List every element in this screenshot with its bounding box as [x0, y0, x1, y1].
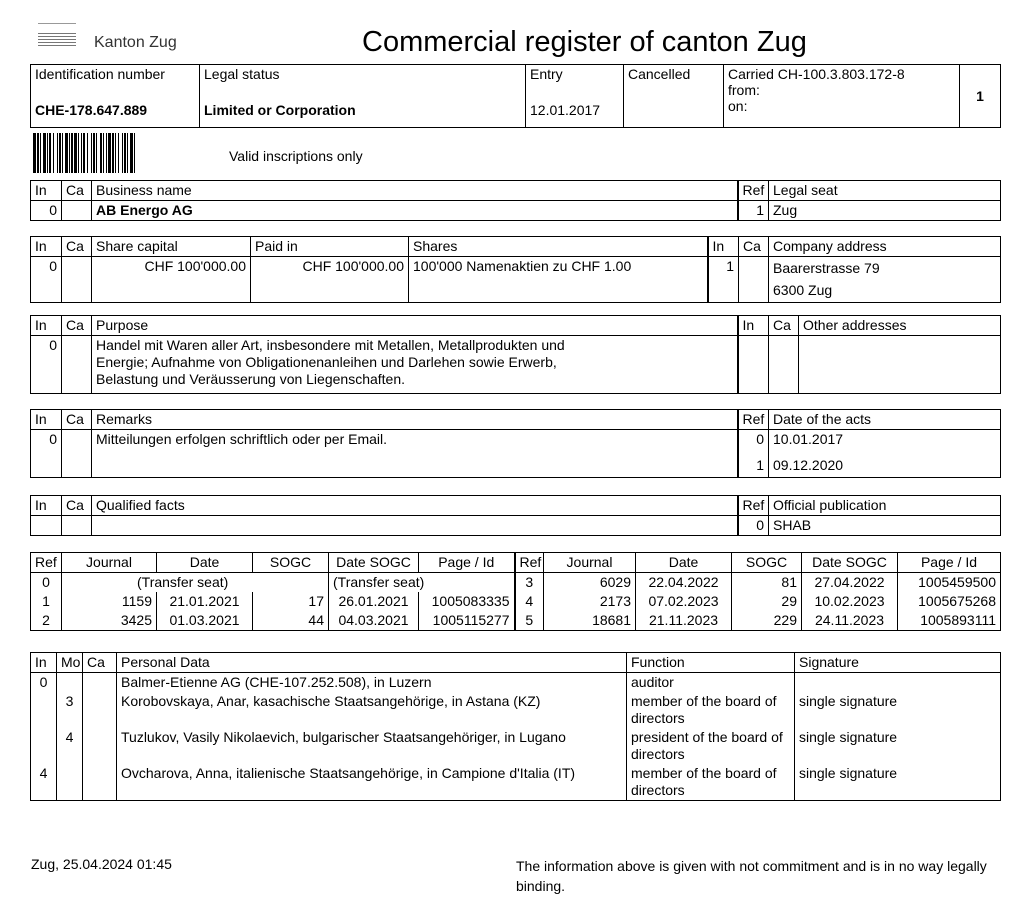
legal-status-value: Limited or Corporation [204, 102, 356, 118]
person-in [31, 728, 57, 764]
entry-label: Entry [530, 66, 563, 82]
col-header: Date [157, 553, 253, 573]
col-header: Official publication [769, 496, 1001, 516]
col-header: In [31, 181, 62, 201]
journal-date: 07.02.2023 [636, 592, 732, 611]
person-in [31, 692, 57, 728]
col-header: Signature [795, 653, 1001, 673]
col-header: SOGC [732, 553, 802, 573]
table-row [31, 573, 1001, 593]
journal-date-sogc: 27.04.2022 [802, 573, 898, 593]
person-function: president of the board of directors [627, 728, 795, 764]
journal-page: 1005115277 [419, 611, 515, 631]
col-header: Mo [57, 653, 83, 673]
barcode-icon [33, 133, 213, 173]
col-header: Journal [544, 553, 636, 573]
remarks-in: 0 [31, 430, 62, 478]
carried-from-label: from: [728, 82, 760, 98]
col-header: Share capital [92, 237, 251, 257]
person-signature: single signature [795, 728, 1001, 764]
address-in: 1 [708, 257, 739, 303]
journal-date-sogc: 10.02.2023 [802, 592, 898, 611]
journal-number: (Transfer seat) [62, 573, 329, 593]
col-header: Qualified facts [92, 496, 738, 516]
person-signature: single signature [795, 692, 1001, 728]
id-label: Identification number [35, 66, 165, 82]
journal-number: 6029 [544, 573, 636, 593]
carried-value: CH-100.3.803.172-8 [777, 66, 905, 82]
table-row [31, 728, 1001, 764]
person-data: Ovcharova, Anna, italienische Staatsangehörige, in Campione d'Italia (IT) [117, 764, 627, 801]
page-title: Commercial register of canton Zug [362, 26, 807, 58]
journal-sogc: 229 [732, 611, 802, 631]
col-header: Journal [62, 553, 157, 573]
person-mo: 3 [57, 692, 83, 728]
journal-number: 18681 [544, 611, 636, 631]
journal-ref: 1 [31, 592, 62, 611]
canton-logo-icon [38, 23, 76, 48]
person-signature: single signature [795, 764, 1001, 801]
act-date: 10.01.2017 [769, 430, 1001, 454]
col-header: SOGC [253, 553, 329, 573]
col-header: Business name [92, 181, 738, 201]
col-header: Ref [738, 410, 769, 430]
col-header: Date [636, 553, 732, 573]
col-header: In [31, 410, 62, 430]
address-ca [739, 257, 769, 303]
col-header: Ca [769, 316, 799, 336]
journal-number: 3425 [62, 611, 157, 631]
col-header: Ref [738, 496, 769, 516]
col-header: Company address [769, 237, 1001, 257]
col-header: In [738, 316, 769, 336]
journal-date-sogc: (Transfer seat) [329, 573, 515, 593]
footer-disclaimer: The information above is given with not commitment and is in no way legally binding. [516, 858, 987, 894]
journal-date: 21.11.2023 [636, 611, 732, 631]
business-name: AB Energo AG [92, 201, 738, 221]
journal-sogc: 17 [253, 592, 329, 611]
purpose-table [30, 315, 1001, 394]
person-ca [83, 728, 117, 764]
journal-sogc: 81 [732, 573, 802, 593]
person-function: auditor [627, 673, 795, 693]
col-header: Ca [739, 237, 769, 257]
col-header: Page / Id [898, 553, 1001, 573]
col-header: Ca [62, 237, 92, 257]
person-ca [83, 692, 117, 728]
journal-page: 1005893111 [898, 611, 1001, 631]
share-capital: CHF 100'000.00 [92, 257, 251, 303]
col-header: In [31, 237, 62, 257]
purpose-in: 0 [31, 336, 62, 394]
business-ca [62, 201, 92, 221]
footer-place-date: Zug, 25.04.2024 01:45 [31, 856, 172, 872]
journal-date: 01.03.2021 [157, 611, 253, 631]
col-header: Function [627, 653, 795, 673]
col-header: In [708, 237, 739, 257]
journal-date: 21.01.2021 [157, 592, 253, 611]
journal-number: 2173 [544, 592, 636, 611]
entry-value: 12.01.2017 [530, 102, 601, 118]
carried-label: Carried [728, 66, 774, 82]
col-header: Ca [62, 496, 92, 516]
table-row [31, 764, 1001, 801]
col-header: In [31, 496, 62, 516]
journal-ref: 0 [31, 573, 62, 593]
col-header: Ca [62, 316, 92, 336]
journal-ref: 2 [31, 611, 62, 631]
person-function: member of the board of directors [627, 692, 795, 728]
person-data: Balmer-Etienne AG (CHE-107.252.508), in Luzern [117, 673, 627, 693]
shares: 100'000 Namenaktien zu CHF 1.00 [409, 257, 708, 303]
col-header: Paid in [251, 237, 409, 257]
table-row [31, 673, 1001, 693]
col-header: Ca [62, 410, 92, 430]
address-line2: 6300 Zug [773, 282, 833, 298]
col-header: In [31, 653, 57, 673]
col-header: Page / Id [419, 553, 515, 573]
summary-table [30, 64, 1001, 128]
act-ref: 1 [738, 454, 769, 478]
col-header: Ref [31, 553, 62, 573]
journal-date-sogc: 26.01.2021 [329, 592, 419, 611]
journal-page: 1005675268 [898, 592, 1001, 611]
person-mo [57, 673, 83, 693]
seat-ref: 1 [738, 201, 769, 221]
journal-sogc: 29 [732, 592, 802, 611]
col-header: Ref [515, 553, 544, 573]
purpose-text: Handel mit Waren aller Art, insbesondere mit Metallen, Metallprodukten und Energie; Aufnahme von Obligationenanleihen und Darlehen sowie Erwerb, Belastung und Veräusserung von Liegenschaften. [92, 336, 738, 394]
table-row [31, 692, 1001, 728]
remarks-table [30, 409, 1001, 478]
journal-date-sogc: 04.03.2021 [329, 611, 419, 631]
capital-ca [62, 257, 92, 303]
legal-status-label: Legal status [204, 66, 280, 82]
person-mo: 4 [57, 728, 83, 764]
person-function: member of the board of directors [627, 764, 795, 801]
journal-sogc: 44 [253, 611, 329, 631]
carried-on-label: on: [728, 98, 748, 114]
person-data: Korobovskaya, Anar, kasachische Staatsangehörige, in Astana (KZ) [117, 692, 627, 728]
col-header: Ca [83, 653, 117, 673]
address-line1: Baarerstrasse 79 [773, 260, 880, 276]
business-in: 0 [31, 201, 62, 221]
journal-number: 1159 [62, 592, 157, 611]
person-mo [57, 764, 83, 801]
cancelled-label: Cancelled [628, 66, 691, 82]
act-date: 09.12.2020 [769, 454, 1001, 478]
journal-ref: 3 [515, 573, 544, 593]
col-header: Other addresses [799, 316, 1001, 336]
col-header: Date SOGC [329, 553, 419, 573]
person-signature [795, 673, 1001, 693]
capital-in: 0 [31, 257, 62, 303]
col-header: Date of the acts [769, 410, 1001, 430]
person-ca [83, 764, 117, 801]
col-header: Purpose [92, 316, 738, 336]
col-header: Personal Data [117, 653, 627, 673]
person-in: 0 [31, 673, 57, 693]
remarks-text: Mitteilungen erfolgen schriftlich oder per Email. [92, 430, 738, 478]
id-value: CHE-178.647.889 [35, 102, 148, 118]
person-data: Tuzlukov, Vasily Nikolaevich, bulgarischer Staatsangehöriger, in Lugano [117, 728, 627, 764]
capital-table [30, 236, 1001, 303]
persons-table [30, 652, 1001, 801]
legal-seat: Zug [769, 201, 1001, 221]
canton-label: Kanton Zug [94, 34, 177, 51]
col-header: Shares [409, 237, 708, 257]
page-number: 1 [960, 65, 1001, 128]
publication-ref: 0 [738, 516, 769, 536]
journal-ref: 4 [515, 592, 544, 611]
journal-date-sogc: 24.11.2023 [802, 611, 898, 631]
table-row [31, 592, 1001, 611]
publication-value: SHAB [769, 516, 1001, 536]
journal-page: 1005459500 [898, 573, 1001, 593]
table-row [31, 611, 1001, 631]
journal-table [30, 552, 1001, 631]
business-name-table [30, 180, 1001, 221]
qualified-facts-table [30, 495, 1001, 536]
valid-inscriptions-note: Valid inscriptions only [229, 148, 363, 164]
act-ref: 0 [738, 430, 769, 454]
paid-in: CHF 100'000.00 [251, 257, 409, 303]
journal-date: 22.04.2022 [636, 573, 732, 593]
person-in: 4 [31, 764, 57, 801]
col-header: In [31, 316, 62, 336]
col-header: Remarks [92, 410, 738, 430]
journal-page: 1005083335 [419, 592, 515, 611]
col-header: Ca [62, 181, 92, 201]
col-header: Ref [738, 181, 769, 201]
col-header: Date SOGC [802, 553, 898, 573]
journal-ref: 5 [515, 611, 544, 631]
col-header: Legal seat [769, 181, 1001, 201]
person-ca [83, 673, 117, 693]
